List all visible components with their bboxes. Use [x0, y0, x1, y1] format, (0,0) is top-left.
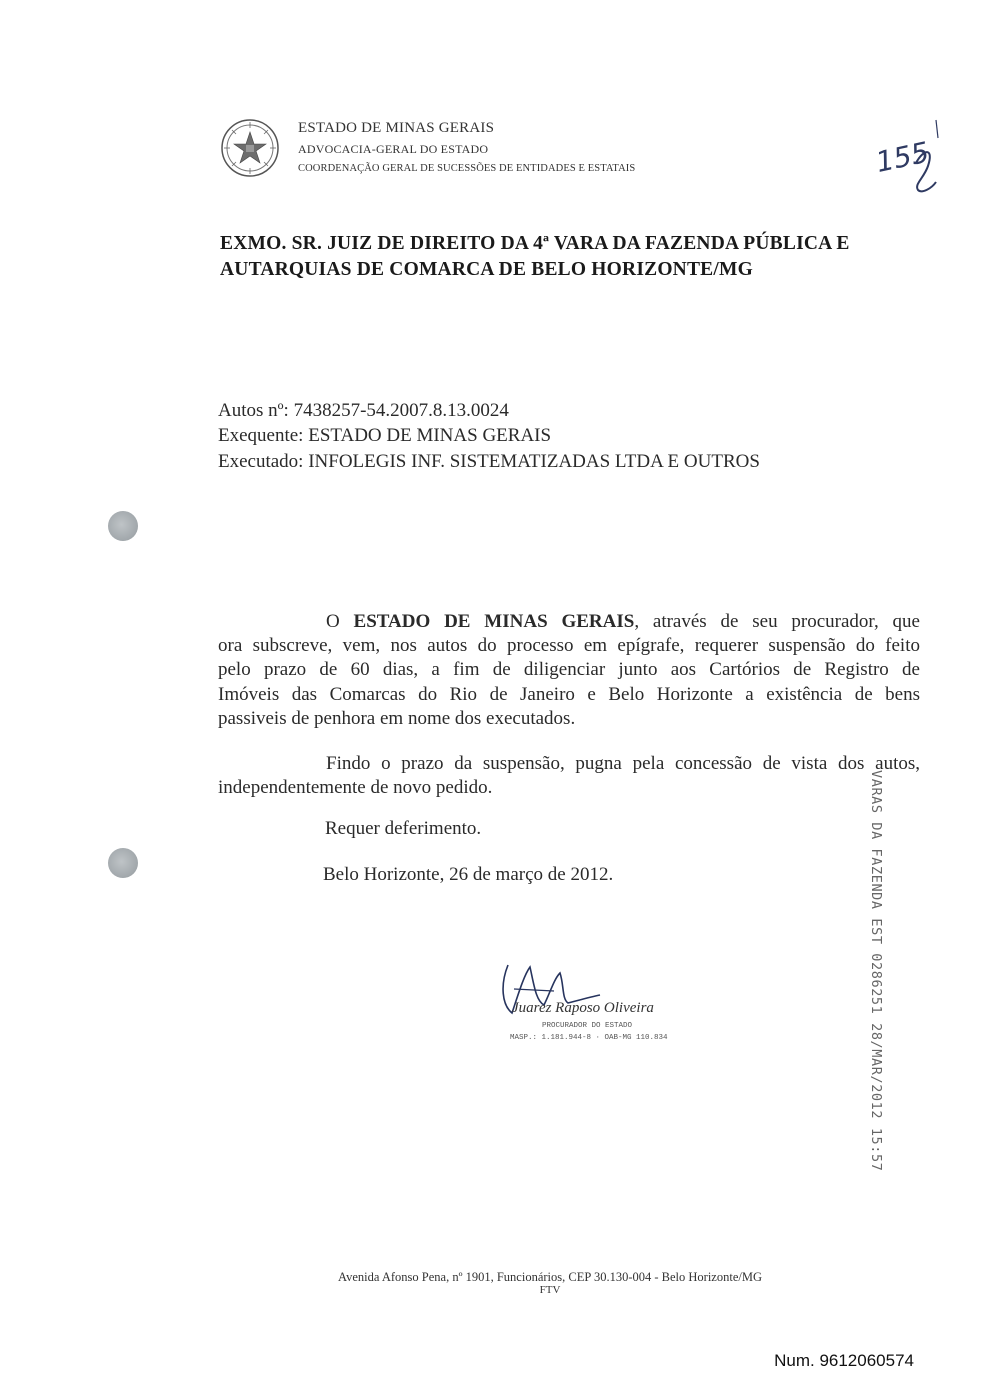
- case-number: Autos nº: 7438257-54.2007.8.13.0024: [218, 400, 509, 421]
- punch-hole-bottom: [108, 848, 138, 878]
- protocol-stamp: [868, 770, 898, 1172]
- paragraph-2-line-2: independentemente de novo pedido.: [218, 777, 493, 799]
- signer-registration: MASP.: 1.181.944-8 · OAB-MG 110.834: [510, 1034, 668, 1042]
- signer-name: Juarez Raposo Oliveira: [512, 1000, 654, 1016]
- petition-paragraph-1: [218, 610, 920, 731]
- bold-party-name: ESTADO DE MINAS GERAIS: [353, 611, 635, 632]
- case-defendant: Executado: INFOLEGIS INF. SISTEMATIZADAS LTDA E OUTROS: [218, 451, 760, 472]
- signer-role: PROCURADOR DO ESTADO: [542, 1022, 633, 1030]
- letterhead-state: ESTADO DE MINAS GERAIS: [298, 120, 495, 136]
- case-plaintiff: Exequente: ESTADO DE MINAS GERAIS: [218, 425, 552, 446]
- document-number: Num. 9612060574: [774, 1351, 914, 1370]
- coat-of-arms-seal-icon: [220, 118, 280, 178]
- footer-address: Avenida Afonso Pena, nº 1901, Funcionários, CEP 30.130-004 - Belo Horizonte/MG: [338, 1270, 762, 1284]
- petition-paragraph-2: [218, 752, 920, 800]
- paragraph-1-line-2: ora subscreve, vem, nos autos do processo em epígrafe, requerer suspensão do feito: [218, 635, 920, 657]
- svg-text:155: 155: [872, 135, 933, 179]
- footer-code: FTV: [539, 1284, 561, 1296]
- handwritten-page-number: [866, 108, 956, 198]
- paragraph-1-line-5: passiveis de penhora em nome dos executados.: [218, 707, 576, 729]
- letterhead-agency: ADVOCACIA-GERAL DO ESTADO: [298, 142, 489, 156]
- letterhead-department: COORDENAÇÃO GERAL DE SUCESSÕES DE ENTIDADES E ESTATAIS: [298, 163, 636, 174]
- closing-request: Requer deferimento.: [325, 818, 482, 839]
- protocol-stamp-text: VARAS DA FAZENDA EST 0286251 28/MAR/2012 15:57: [868, 770, 884, 1172]
- place-and-date: Belo Horizonte, 26 de março de 2012.: [323, 864, 614, 885]
- addressee-line-1: EXMO. SR. JUIZ DE DIREITO DA 4ª VARA DA FAZENDA PÚBLICA E: [220, 233, 850, 254]
- paragraph-1-line-4: Imóveis das Comarcas do Rio de Janeiro e Belo Horizonte a existência de bens: [218, 683, 920, 705]
- paragraph-1-line-1: O ESTADO DE MINAS GERAIS, através de seu procurador, que: [326, 611, 920, 632]
- addressee-line-2: AUTARQUIAS DE COMARCA DE BELO HORIZONTE/MG: [220, 259, 753, 280]
- paragraph-1-line-3: pelo prazo de 60 dias, a fim de diligenciar junto aos Cartórios de Registro de: [218, 659, 920, 681]
- paragraph-2-line-1: Findo o prazo da suspensão, pugna pela concessão de vista dos autos,: [326, 753, 920, 774]
- punch-hole-top: [108, 511, 138, 541]
